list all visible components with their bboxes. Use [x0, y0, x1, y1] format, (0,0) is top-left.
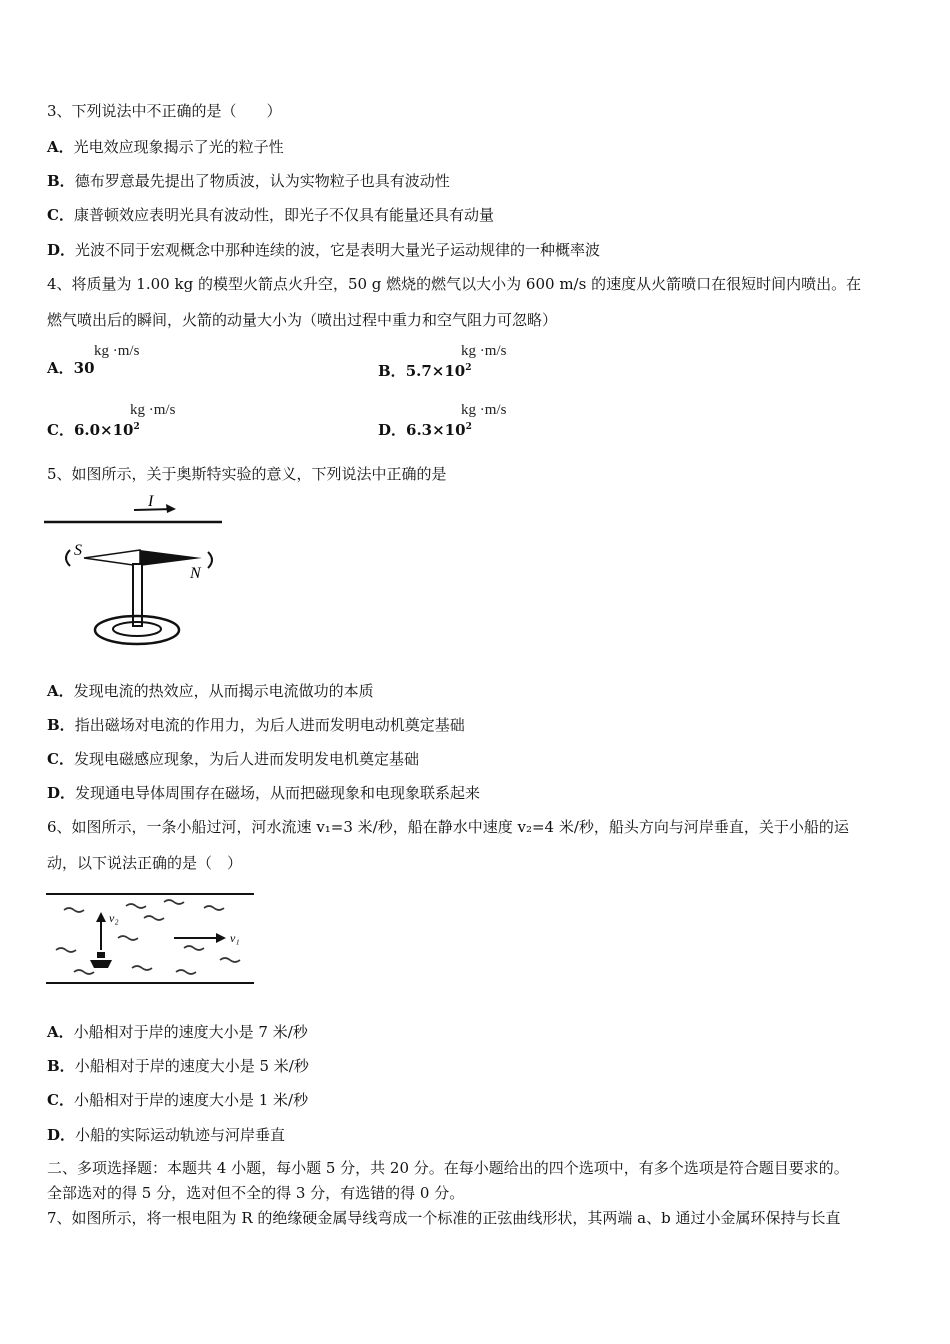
oersted-experiment-figure	[44, 492, 229, 660]
south-label: S	[74, 542, 82, 559]
needle-south-half	[84, 550, 140, 566]
river-boat-figure	[44, 888, 256, 988]
q5-option-b: B．指出磁场对电流的作用力，为后人进而发明电动机奠定基础	[47, 716, 465, 734]
section2-heading-line1: 二、多项选择题：本题共 4 小题，每小题 5 分，共 20 分。在每小题给出的四个选项中，有多个选项是符合题目要求的。	[47, 1159, 849, 1177]
q6-option-d: D．小船的实际运动轨迹与河岸垂直	[47, 1126, 286, 1144]
q4-stem-line2: 燃气喷出后的瞬间，火箭的动量大小为（喷出过程中重力和空气阻力可忽略）	[47, 311, 558, 329]
q3-option-d: D．光波不同于宏观概念中那种连续的波，它是表明大量光子运动规律的一种概率波	[47, 241, 601, 259]
q3-option-c: C．康普顿效应表明光具有波动性，即光子不仅具有能量还具有动量	[47, 206, 494, 224]
q4-option-c-unit: kg ·m/s	[130, 402, 176, 418]
current-label: I	[148, 493, 154, 510]
q6-option-c: C．小船相对于岸的速度大小是 1 米/秒	[47, 1091, 309, 1109]
q7-stem-line1: 7、如图所示，将一根电阻为 R 的绝缘硬金属导线弯成一个标准的正弦曲线形状，其两端 a、b 通过小金属环保持与长直	[47, 1209, 841, 1227]
v1-label: v₁	[230, 931, 240, 945]
q4-option-a: A．30	[47, 359, 95, 377]
q6-stem-line1: 6、如图所示，一条小船过河，河水流速 v₁=3 米/秒，船在静水中速度 v₂=4 米/秒，船头方向与河岸垂直，关于小船的运	[47, 818, 849, 836]
north-rotation-mark	[208, 552, 212, 568]
q3-stem: 3、下列说法中不正确的是（ ）	[47, 102, 282, 120]
q4-option-b-unit: kg ·m/s	[461, 343, 507, 359]
q4-option-d: D．$6.3\times 10^2$	[378, 421, 472, 439]
q6-option-a: A．小船相对于岸的速度大小是 7 米/秒	[47, 1023, 308, 1041]
q4-option-d-unit: kg ·m/s	[461, 402, 507, 418]
q6-stem-line2: 动，以下说法正确的是（ ）	[47, 854, 243, 872]
section2-heading-line2: 全部选对的得 5 分，选对但不全的得 3 分，有选错的得 0 分。	[47, 1184, 465, 1202]
q5-option-c: C．发现电磁感应现象，为后人进而发明发电机奠定基础	[47, 750, 419, 768]
q4-option-b: B．$5.7\times 10^2$	[378, 362, 472, 380]
q5-stem: 5、如图所示，关于奥斯特实验的意义，下列说法中正确的是	[47, 465, 447, 483]
q4-stem-line1: 4、将质量为 1.00 kg 的模型火箭点火升空，50 g 燃烧的燃气以大小为 600 m/s 的速度从火箭喷口在很短时间内喷出。在	[47, 275, 862, 293]
south-rotation-mark	[66, 550, 70, 566]
q3-option-b: B．德布罗意最先提出了物质波，认为实物粒子也具有波动性	[47, 172, 450, 190]
north-label: N	[190, 565, 201, 582]
q6-option-b: B．小船相对于岸的速度大小是 5 米/秒	[47, 1057, 309, 1075]
q5-option-d: D．发现通电导体周围存在磁场，从而把磁现象和电现象联系起来	[47, 784, 481, 802]
q4-option-a-unit: kg ·m/s	[94, 343, 140, 359]
boat-icon	[90, 952, 112, 968]
q3-option-a: A．光电效应现象揭示了光的粒子性	[47, 138, 284, 156]
needle-north-half	[140, 550, 202, 566]
q4-option-c: C．$6.0\times 10^2$	[47, 421, 140, 439]
v2-label: v₂	[109, 911, 119, 925]
q5-option-a: A．发现电流的热效应，从而揭示电流做功的本质	[47, 682, 374, 700]
